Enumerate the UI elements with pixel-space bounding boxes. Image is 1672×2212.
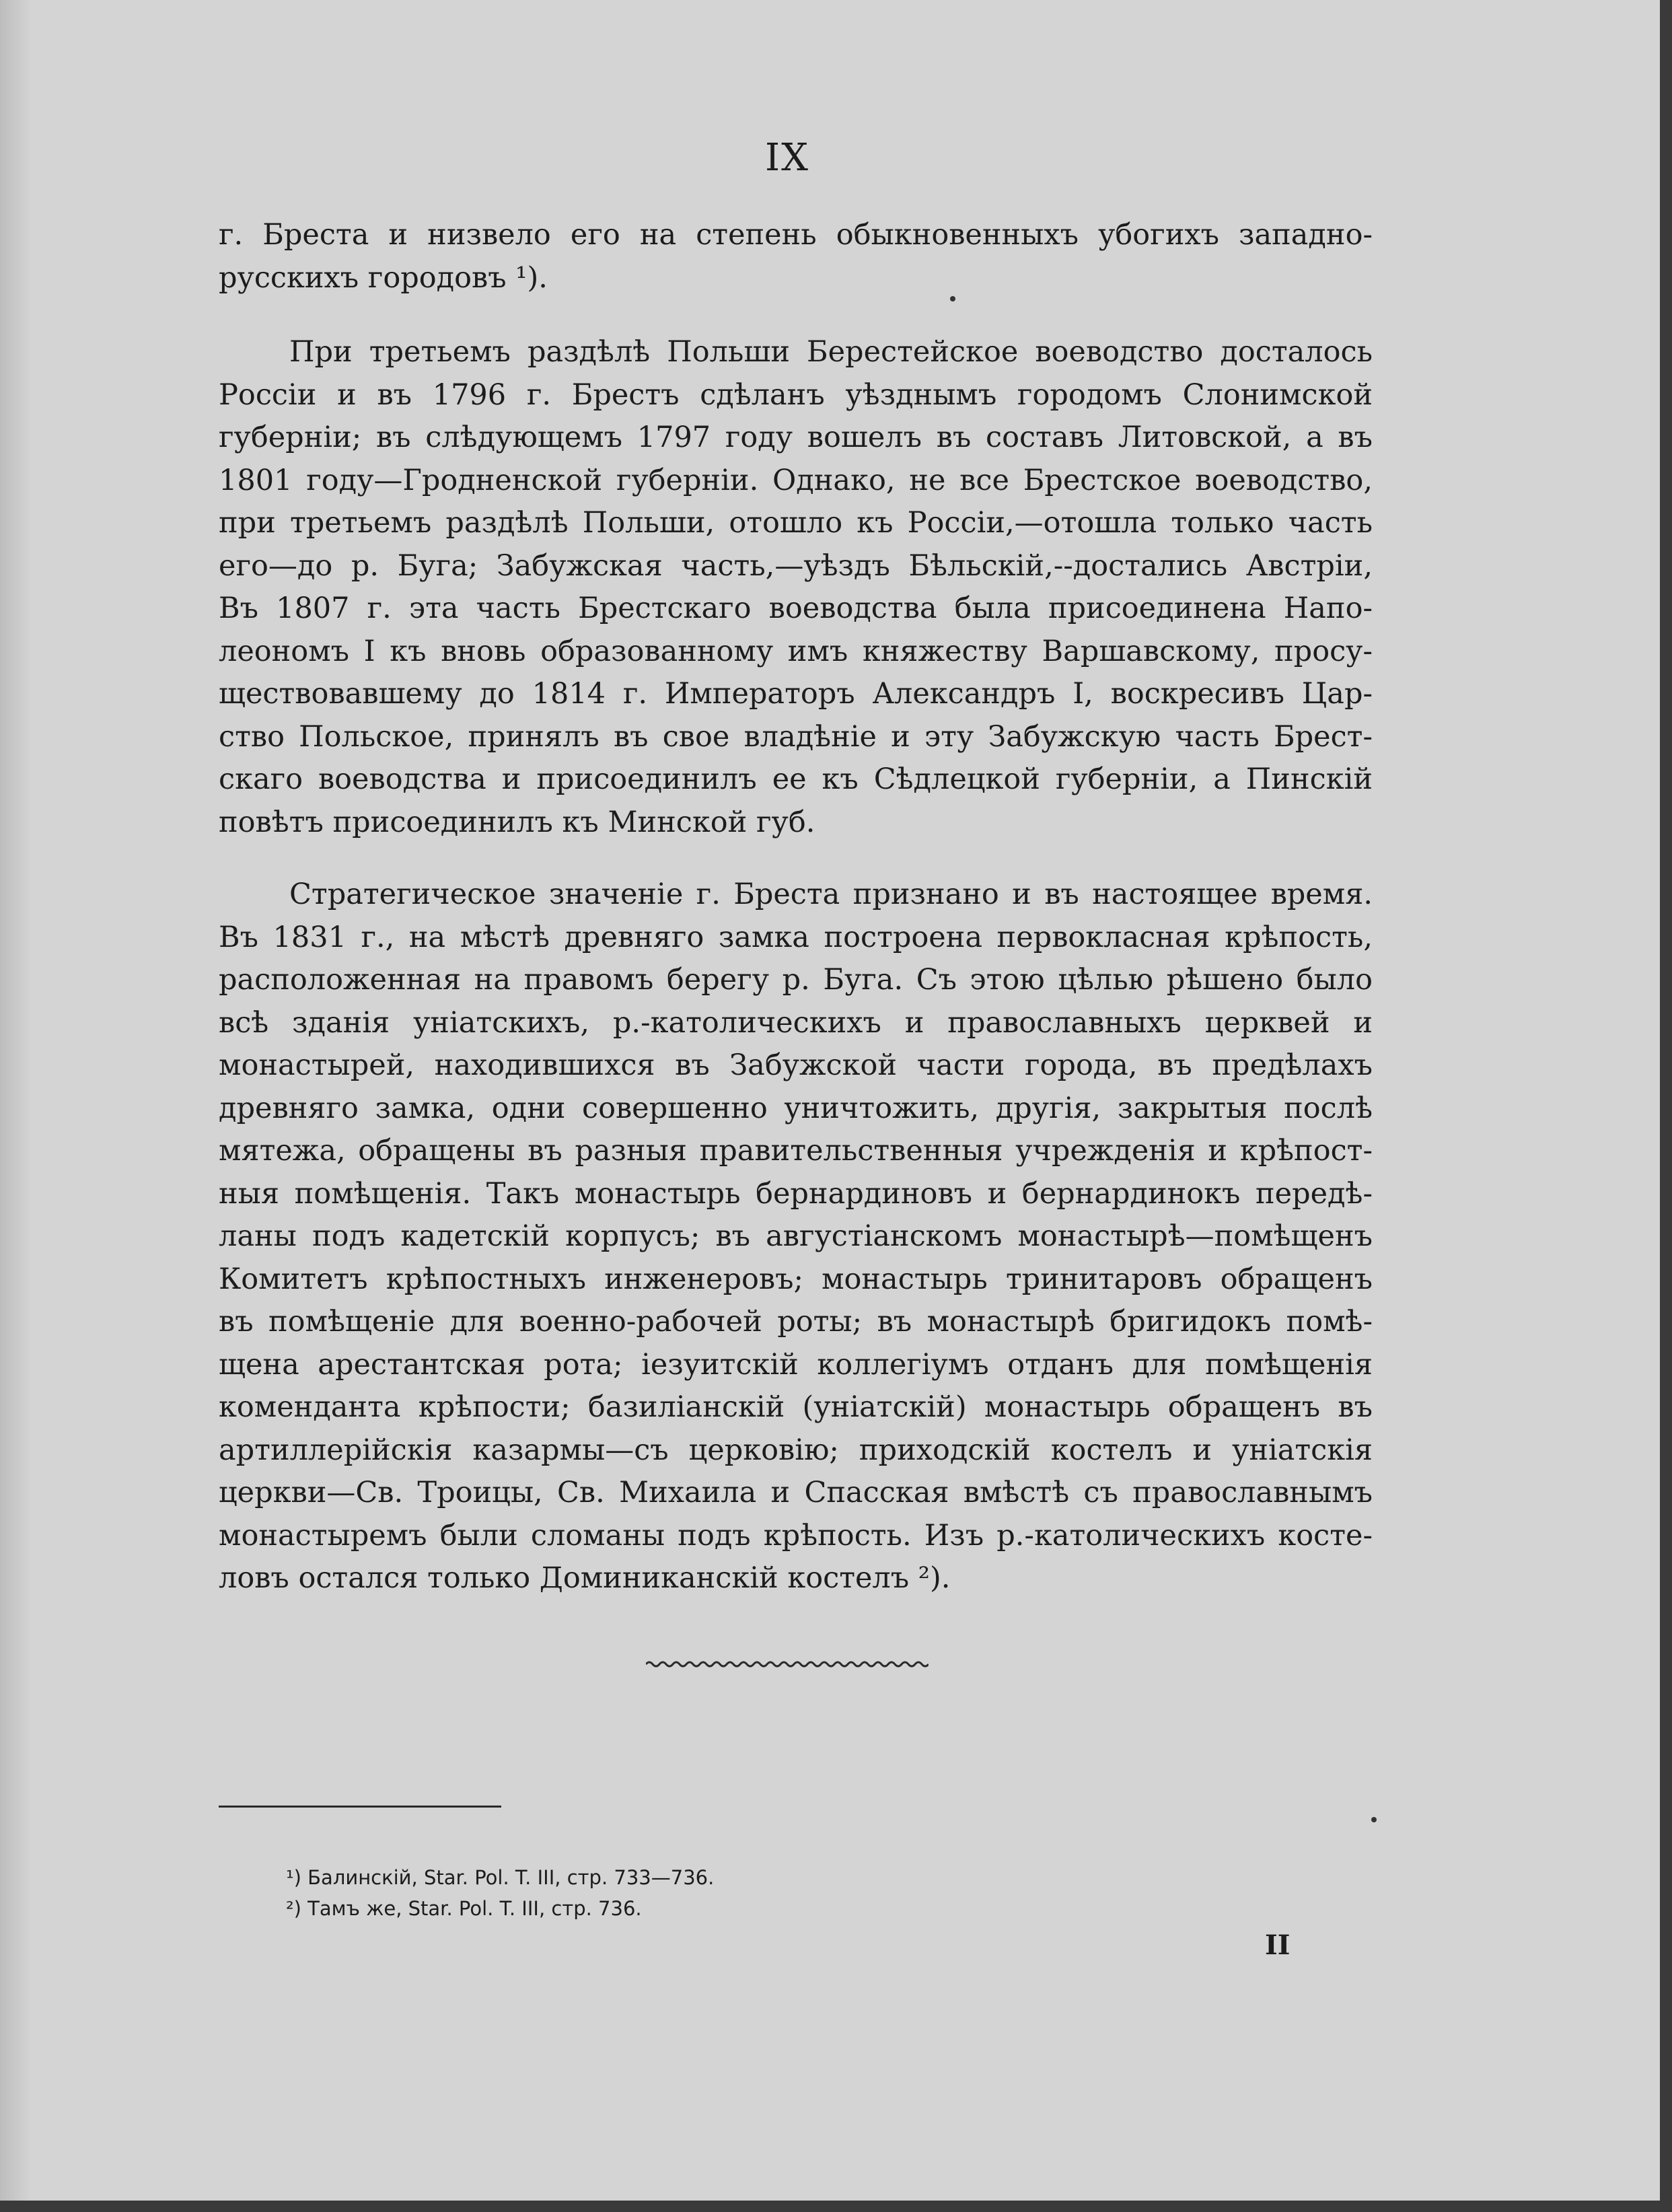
page-gutter-shadow <box>0 0 31 2201</box>
text-line: повѣтъ присоединилъ къ Минской губ. <box>219 805 815 839</box>
signature-mark: II <box>1265 1929 1291 1961</box>
paragraph-3 <box>219 873 1373 1600</box>
text-line: Въ 1831 г., на мѣстѣ древняго замка построена первокласная крѣпость, <box>219 920 1373 954</box>
text-line: артиллерійскія казармы—съ церковію; приходскій костелъ и уніатскія <box>219 1433 1373 1467</box>
text-line: ланы подъ кадетскій корпусъ; въ августіанскомъ монастырѣ—помѣщенъ <box>219 1219 1373 1253</box>
text-line: въ помѣщеніе для военно-рабочей роты; въ монастырѣ бригидокъ помѣ- <box>219 1305 1373 1339</box>
text-line: Стратегическое значеніе г. Бреста признано и въ настоящее время. <box>289 878 1373 911</box>
text-line: леономъ I къ вновь образованному имъ княжеству Варшавскому, просу- <box>219 634 1373 668</box>
scan-speck <box>950 296 955 301</box>
text-line: всѣ зданія уніатскихъ, р.-католическихъ и православныхъ церквей и <box>219 1005 1373 1040</box>
paragraph-1 <box>219 214 1373 299</box>
text-line: Комитетъ крѣпостныхъ инженеровъ; монастырь тринитаровъ обращенъ <box>219 1262 1373 1296</box>
footnote-1: ¹) Балинскій, Star. Pol. T. III, стр. 733—736. <box>286 1866 715 1889</box>
text-line: Въ 1807 г. эта часть Брестскаго воеводства была присоединена Напо- <box>219 592 1373 625</box>
text-line: скаго воеводства и присоединилъ ее къ Сѣдлецкой губерніи, а Пинскій <box>219 762 1373 796</box>
text-line: г. Бреста и низвело его на степень обыкновенныхъ убогихъ западно- <box>219 218 1373 252</box>
text-line: 1801 году—Гродненской губерніи. Однако, не все Брестское воеводство, <box>219 463 1373 497</box>
text-line: монастыремъ были сломаны подъ крѣпость. Изъ р.-католическихъ косте- <box>219 1518 1373 1553</box>
text-line: щена арестантская рота; іезуитскій коллегіумъ отданъ для помѣщенія <box>219 1347 1373 1382</box>
text-line: ловъ остался только Доминиканскій костелъ ²). <box>219 1561 951 1595</box>
text-line: мятежа, обращены въ разныя правительственныя учрежденія и крѣпост- <box>219 1134 1373 1168</box>
text-line: ныя помѣщенія. Такъ монастырь бернардиновъ и бернардинокъ передѣ- <box>219 1176 1373 1211</box>
footnote-divider <box>219 1806 501 1808</box>
text-line: монастырей, находившихся въ Забужской части города, въ предѣлахъ <box>219 1048 1373 1082</box>
text-line: древняго замка, одни совершенно уничтожить, другія, закрытыя послѣ <box>219 1091 1373 1125</box>
page-number: IX <box>765 136 809 180</box>
text-line: При третьемъ раздѣлѣ Польши Берестейское воеводство досталось <box>289 335 1373 369</box>
text-line: русскихъ городовъ ¹). <box>219 260 548 295</box>
scan-border-bottom <box>0 2201 1672 2212</box>
paragraph-2 <box>219 331 1373 844</box>
text-line: его—до р. Буга; Забужская часть,—уѣздъ Бѣльскій,--достались Австріи, <box>219 548 1373 583</box>
text-line: губерніи; въ слѣдующемъ 1797 году вошелъ въ составъ Литовской, а въ <box>219 421 1373 454</box>
wavy-separator-ornament <box>646 1660 929 1669</box>
text-line: ство Польское, принялъ въ свое владѣніе и эту Забужскую часть Брест- <box>219 719 1373 754</box>
text-line: Россіи и въ 1796 г. Брестъ сдѣланъ уѣзднымъ городомъ Слонимской <box>219 378 1373 412</box>
text-line: при третьемъ раздѣлѣ Польши, отошло къ Россіи,—отошла только часть <box>219 506 1373 540</box>
text-line: коменданта крѣпости; базиліанскій (уніатскій) монастырь обращенъ въ <box>219 1390 1373 1424</box>
text-line: расположенная на правомъ берегу р. Буга. Съ этою цѣлью рѣшено было <box>219 963 1373 997</box>
scan-speck <box>1371 1817 1377 1822</box>
footnote-2: ²) Тамъ же, Star. Pol. T. III, стр. 736. <box>286 1897 642 1920</box>
text-line: ществовавшему до 1814 г. Императоръ Александръ I, воскресивъ Цар- <box>219 677 1373 711</box>
scan-border-right <box>1660 0 1672 2212</box>
text-line: церкви—Св. Троицы, Св. Михаила и Спасская вмѣстѣ съ православнымъ <box>219 1476 1373 1509</box>
